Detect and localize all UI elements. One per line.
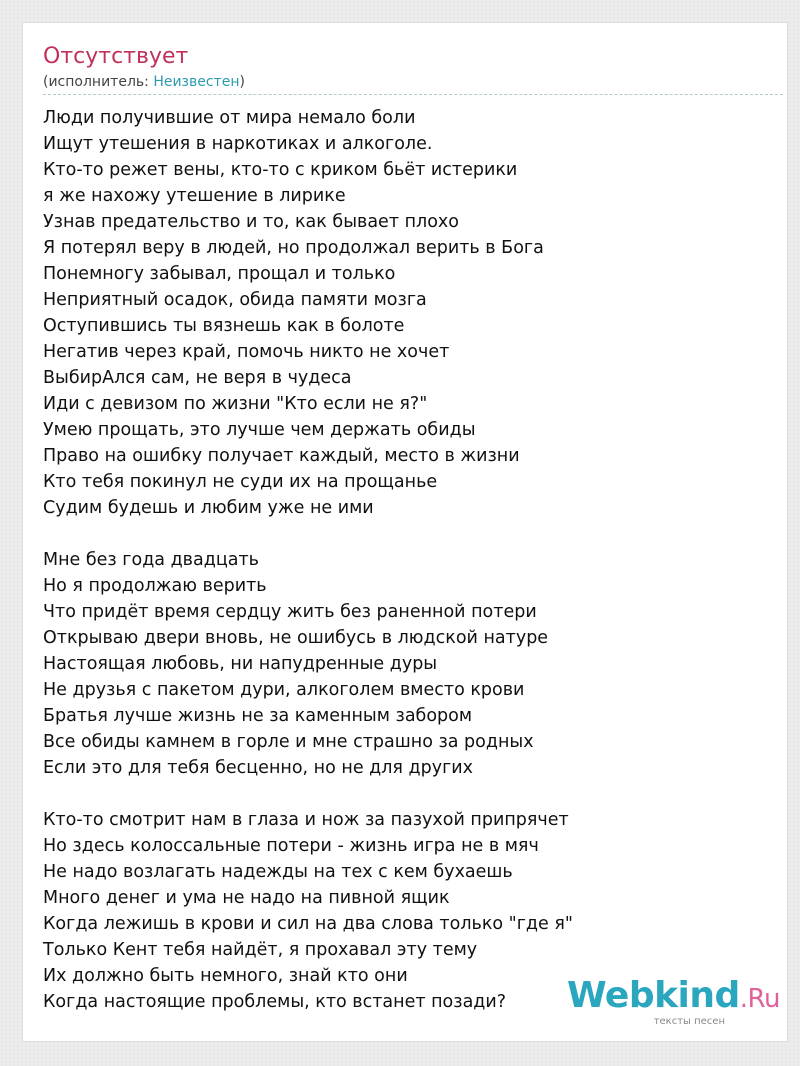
lyric-line: Ищут утешения в наркотиках и алкоголе. — [43, 134, 433, 154]
lyric-line: Неприятный осадок, обида памяти мозга — [43, 290, 427, 310]
lyric-line: Когда лежишь в крови и сил на два слова только "где я" — [43, 914, 573, 934]
lyric-line: Мне без года двадцать — [43, 550, 259, 570]
song-title: Отсутствует — [43, 44, 189, 69]
lyric-line: Понемногу забывал, прощал и только — [43, 264, 396, 284]
lyric-line: Я потерял веру в людей, но продолжал верить в Бога — [43, 238, 544, 258]
lyric-line: Умею прощать, это лучше чем держать обиды — [43, 420, 476, 440]
lyric-line: Много денег и ума не надо на пивной ящик — [43, 888, 450, 908]
logo-tld-text: .Ru — [739, 984, 780, 1014]
lyric-line: Что придёт время сердцу жить без раненной потери — [43, 602, 537, 622]
lyric-line: Оступившись ты вязнешь как в болоте — [43, 316, 405, 336]
lyric-line: Настоящая любовь, ни напудренные дуры — [43, 654, 438, 674]
lyric-line: Открываю двери вновь, не ошибусь в людской натуре — [43, 628, 549, 648]
title-divider — [43, 94, 783, 95]
lyric-line: Судим будешь и любим уже не ими — [43, 498, 374, 518]
lyric-line: Если это для тебя бесценно, но не для других — [43, 758, 474, 778]
artist-prefix: (исполнитель: — [43, 74, 154, 90]
lyrics-card — [22, 22, 788, 1042]
artist-link[interactable]: Неизвестен — [153, 74, 240, 90]
lyric-line: Узнав предательство и то, как бывает плохо — [43, 212, 459, 232]
lyrics-text — [43, 105, 763, 1015]
lyric-line: Кто тебя покинул не суди их на прощанье — [43, 472, 438, 492]
logo-main-text: Webkind — [567, 975, 740, 1016]
lyric-line: Их должно быть немного, знай кто они — [43, 966, 408, 986]
lyrics-verse — [43, 547, 763, 781]
lyric-line: Все обиды камнем в горле и мне страшно за родных — [43, 732, 534, 752]
lyric-line: Люди получившие от мира немало боли — [43, 108, 416, 128]
lyric-line: Не друзья с пакетом дури, алкоголем вместо крови — [43, 680, 525, 700]
lyrics-verse — [43, 105, 763, 521]
lyric-line: Иди с девизом по жизни "Кто если не я?" — [43, 394, 428, 414]
lyric-line: Право на ошибку получает каждый, место в жизни — [43, 446, 520, 466]
lyric-line: Кто-то смотрит нам в глаза и нож за пазухой припрячет — [43, 810, 569, 830]
lyric-line: Но я продолжаю верить — [43, 576, 267, 596]
lyric-line: я же нахожу утешение в лирике — [43, 186, 346, 206]
logo-tagline: тексты песен — [653, 1016, 725, 1027]
lyric-line: Не надо возлагать надежды на тех с кем бухаешь — [43, 862, 513, 882]
logo-wordmark — [567, 975, 780, 1018]
lyric-line: Только Кент тебя найдёт, я прохавал эту тему — [43, 940, 478, 960]
lyric-line: Когда настоящие проблемы, кто встанет позади? — [43, 992, 507, 1012]
lyric-line: Негатив через край, помочь никто не хочет — [43, 342, 450, 362]
site-logo[interactable] — [567, 975, 780, 1027]
artist-suffix: ) — [239, 74, 245, 90]
lyric-line: Кто-то режет вены, кто-то с криком бьёт истерики — [43, 160, 518, 180]
artist-line — [43, 73, 245, 91]
lyric-line: ВыбирАлся сам, не веря в чудеса — [43, 368, 352, 388]
lyric-line: Но здесь колоссальные потери - жизнь игра не в мяч — [43, 836, 539, 856]
lyric-line: Братья лучше жизнь не за каменным забором — [43, 706, 473, 726]
